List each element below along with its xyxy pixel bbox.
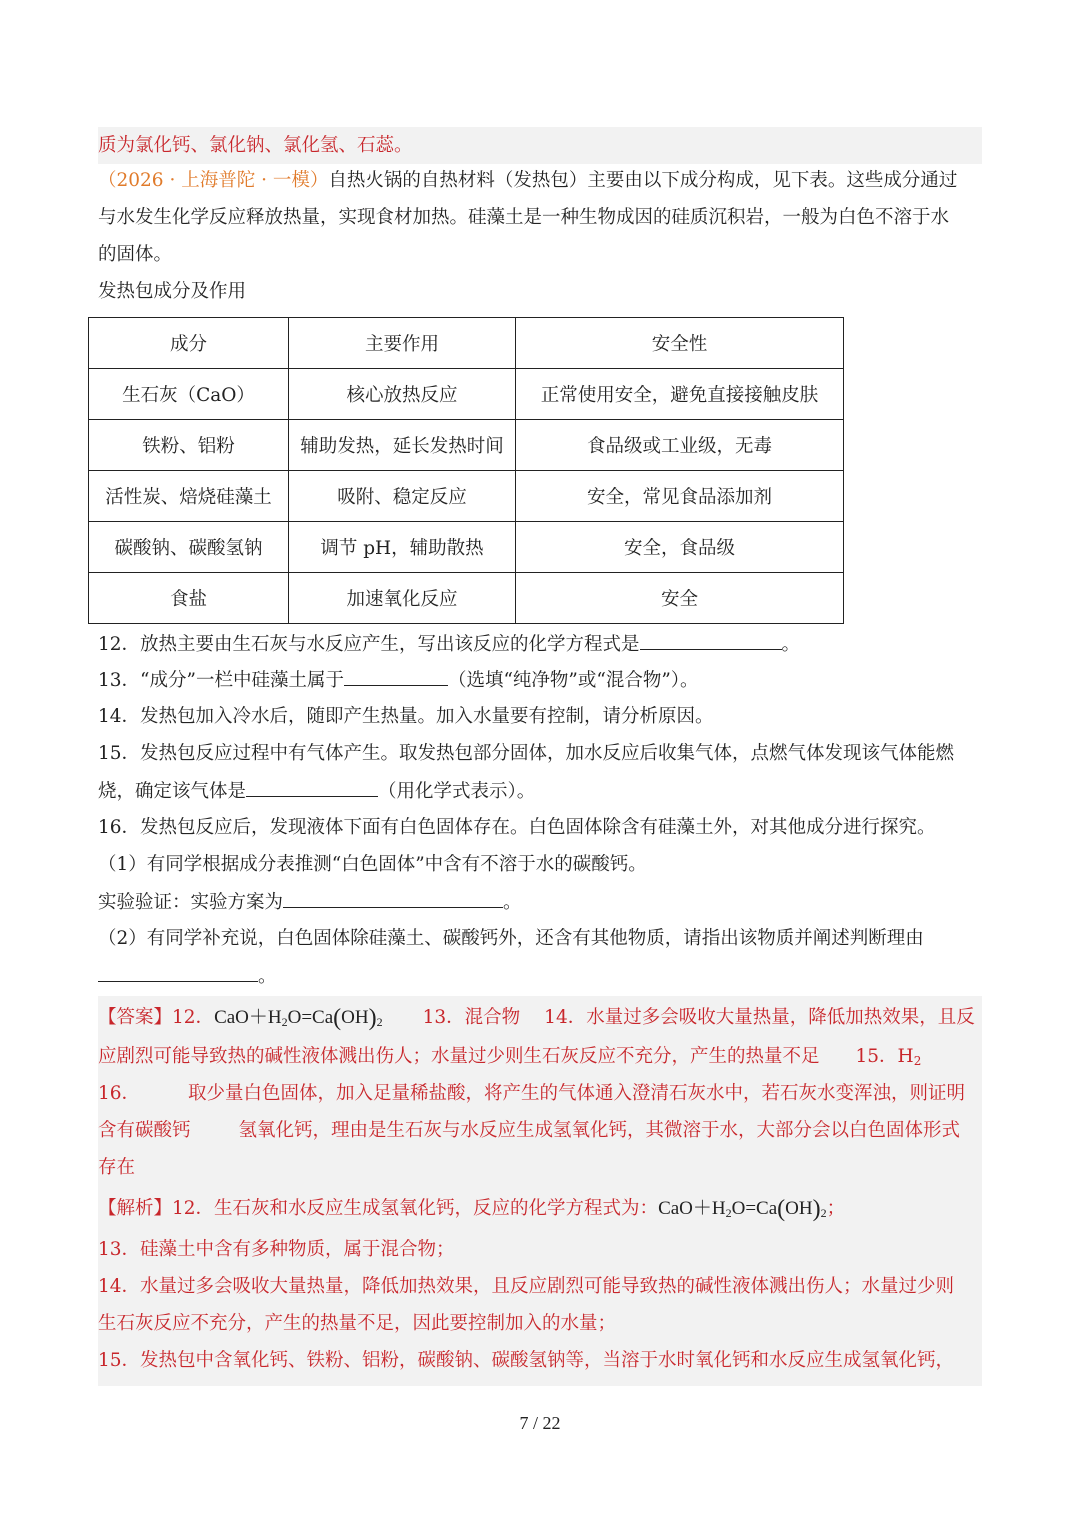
- answer-blank: [283, 883, 503, 908]
- table-cell: 吸附、稳定反应: [289, 471, 516, 522]
- chemical-equation: $CaO+H_2O=Ca(OH)_2$: [658, 1196, 827, 1222]
- question-13: 13．“成分”一栏中硅藻土属于 （选填“纯净物”或“混合物”）。: [98, 661, 982, 698]
- question-16-experiment: 实验验证：实验方案为 。: [98, 883, 982, 920]
- answer-line-3: 16． 取少量白色固体，加入足量稀盐酸，将产生的气体通入澄清石灰水中，若石灰水变浑浊，则证明: [98, 1083, 966, 1104]
- table-cell: 加速氧化反应: [289, 573, 516, 624]
- table-cell: 生石灰（CaO）: [89, 369, 289, 420]
- answer-blank: [640, 625, 782, 650]
- table-cell: 安全: [516, 573, 844, 624]
- question-16-part-2-blank: 。: [98, 957, 982, 994]
- table-cell: 食盐: [89, 573, 289, 624]
- answer-tag: 【答案】: [98, 1007, 173, 1028]
- table-cell: 铁粉、铝粉: [89, 420, 289, 471]
- analysis-line-5: 15．发热包中含氧化钙、铁粉、铝粉，碳酸钠、碳酸氢钠等，当溶于水时氧化钙和水反应生成氢氧化钙，: [98, 1350, 955, 1371]
- table-header-cell: 成分: [89, 318, 289, 369]
- answer-blank: [98, 957, 258, 982]
- question-15-line-2: 烧，确定该气体是 （用化学式表示）。: [98, 772, 982, 809]
- question-16-part-2: （2）有同学补充说，白色固体除硅藻土、碳酸钙外，还含有其他物质，请指出该物质并阐述判断理由: [98, 928, 924, 949]
- table-cell: 核心放热反应: [289, 369, 516, 420]
- question-14: 14．发热包加入冷水后，随即产生热量。加入水量要有控制，请分析原因。: [98, 706, 714, 727]
- table-cell: 食品级或工业级，无毒: [516, 420, 844, 471]
- ingredients-table: [88, 317, 844, 624]
- question-16: 16．发热包反应后，发现液体下面有白色固体存在。白色固体除含有硅藻土外，对其他成分进行探究。: [98, 817, 936, 838]
- table-cell: 安全，食品级: [516, 522, 844, 573]
- analysis-line-4: 生石灰反应不充分，产生的热量不足，因此要控制加入的水量；: [98, 1313, 617, 1334]
- answer-line-4: 含有碳酸钙 氢氧化钙，理由是生石灰与水反应生成氢氧化钙，其微溶于水，大部分会以白色固体形式: [98, 1120, 961, 1141]
- page-number: 7 / 22: [519, 1413, 561, 1433]
- table-row: [89, 420, 844, 471]
- table-cell: 调节 pH，辅助散热: [289, 522, 516, 573]
- table-cell: 活性炭、焙烧硅藻土: [89, 471, 289, 522]
- table-header-row: [89, 318, 844, 369]
- analysis-tag: 【解析】: [98, 1198, 173, 1219]
- analysis-line-3: 14．水量过多会吸收大量热量，降低加热效果，且反应剧烈可能导致热的碱性液体溅出伤人；水量过少则: [98, 1276, 955, 1297]
- question-15-line-1: 15．发热包反应过程中有气体产生。取发热包部分固体，加水反应后收集气体，点燃气体发现该气体能燃: [98, 743, 955, 764]
- question-16-part-1: （1）有同学根据成分表推测“白色固体”中含有不溶于水的碳酸钙。: [98, 854, 647, 875]
- question-intro-line-1: （2026 · 上海普陀 · 一模）自热火锅的自热材料（发热包）主要由以下成分构成，见下表。这些成分通过: [98, 170, 958, 191]
- analysis-line-1: 【解析】12．生石灰和水反应生成氢氧化钙，反应的化学方程式为：$CaO+H_2O=Ca(OH)_2$；: [98, 1196, 846, 1222]
- table-row: [89, 471, 844, 522]
- table-cell: 碳酸钠、碳酸氢钠: [89, 522, 289, 573]
- answer-blank: [246, 772, 378, 797]
- answer-line-2: 应剧烈可能导致热的碱性液体溅出伤人；水量过少则生石灰反应不充分，产生的热量不足 15．$H_2$: [98, 1046, 922, 1068]
- table-header-cell: 安全性: [516, 318, 844, 369]
- answer-blank: [344, 661, 448, 686]
- table-row: [89, 522, 844, 573]
- answer-line-1: 【答案】12．$CaO+H_2O=Ca(OH)_2$ 13．混合物 14．水量过多会吸收大量热量，降低加热效果，且反: [98, 1005, 975, 1031]
- table-row: [89, 369, 844, 420]
- table-row: [89, 573, 844, 624]
- table-cell: 安全，常见食品添加剂: [516, 471, 844, 522]
- table-cell: 辅助发热，延长发热时间: [289, 420, 516, 471]
- analysis-line-2: 13．硅藻土中含有多种物质，属于混合物；: [98, 1239, 455, 1260]
- table-caption: 发热包成分及作用: [98, 281, 247, 302]
- question-intro-line-2: 与水发生化学反应释放热量，实现食材加热。硅藻土是一种生物成因的硅质沉积岩，一般为白色不溶于水: [98, 207, 950, 228]
- question-source: （2026 · 上海普陀 · 一模）: [98, 170, 329, 191]
- question-12: 12．放热主要由生石灰与水反应产生，写出该反应的化学方程式是 。: [98, 625, 982, 662]
- answer-line-5: 存在: [98, 1157, 136, 1178]
- continued-answer-line: 质为氯化钙、氯化钠、氯化氢、石蕊。: [98, 135, 413, 156]
- question-intro-line-3: 的固体。: [98, 244, 173, 265]
- chemical-equation: $CaO+H_2O=Ca(OH)_2$: [214, 1005, 383, 1031]
- table-cell: 正常使用安全，避免直接接触皮肤: [516, 369, 844, 420]
- table-header-cell: 主要作用: [289, 318, 516, 369]
